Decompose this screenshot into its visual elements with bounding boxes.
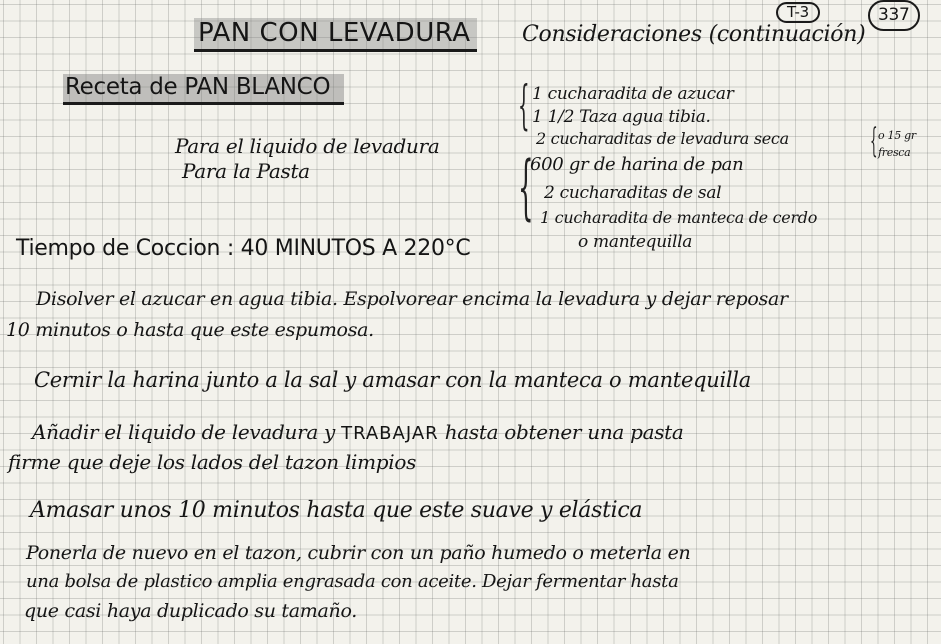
brace-levadura: { <box>870 121 878 161</box>
label-pasta: Para la Pasta <box>182 159 310 183</box>
step-5-line-3: que casi haya duplicado su tamaño. <box>24 600 358 622</box>
step-1-line-2: 10 minutos o hasta que este espumosa. <box>6 319 374 341</box>
ingredient-pasta-2: 2 cucharaditas de sal <box>544 183 722 203</box>
step-3-line-1 <box>32 422 684 443</box>
step-3-caps-word: TRABAJAR <box>341 423 439 444</box>
page-number-badge: 337 <box>868 0 920 31</box>
step-5-line-1: Ponerla de nuevo en el tazon, cubrir con un paño humedo o meterla en <box>26 542 691 564</box>
brace-pasta: { <box>518 146 534 228</box>
ingredient-liquido-3: 2 cucharaditas de levadura seca <box>536 129 789 148</box>
ingredient-liquido-alt: o 15 gr fresca <box>878 129 916 159</box>
step-2-line-1: Cernir la harina junto a la sal y amasar con la manteca o mantequilla <box>34 368 751 392</box>
step-5-line-2: una bolsa de plastico amplia engrasada con aceite. Dejar fermentar hasta <box>26 571 679 592</box>
brace-liquido: { <box>518 76 530 136</box>
ingredient-liquido-2: 1 1/2 Taza agua tibia. <box>532 107 711 127</box>
cooking-time: Tiempo de Coccion : 40 MINUTOS A 220°C <box>16 236 471 261</box>
label-liquido: Para el liquido de levadura <box>175 134 440 158</box>
ingredient-pasta-1: 600 gr de harina de pan <box>530 154 744 175</box>
considerations-heading: Consideraciones (continuación) <box>522 22 866 47</box>
step-4-line-1: Amasar unos 10 minutos hasta que este suave y elástica <box>30 498 643 523</box>
ingredient-pasta-4: o mantequilla <box>578 232 693 252</box>
recipe-title: PAN CON LEVADURA <box>194 18 477 52</box>
step-1-line-1: Disolver el azucar en agua tibia. Espolvorear encima la levadura y dejar reposar <box>36 288 788 310</box>
step-3-text-before: Añadir el liquido de levadura y <box>32 420 336 444</box>
step-3-line-2: firme que deje los lados del tazon limpios <box>8 450 417 474</box>
ingredient-pasta-3: 1 cucharadita de manteca de cerdo <box>540 208 818 227</box>
recipe-subtitle: Receta de PAN BLANCO <box>63 74 344 105</box>
section-badge: T-3 <box>776 2 820 23</box>
step-3-text-after: hasta obtener una pasta <box>444 420 684 444</box>
ingredient-liquido-1: 1 cucharadita de azucar <box>532 84 734 104</box>
